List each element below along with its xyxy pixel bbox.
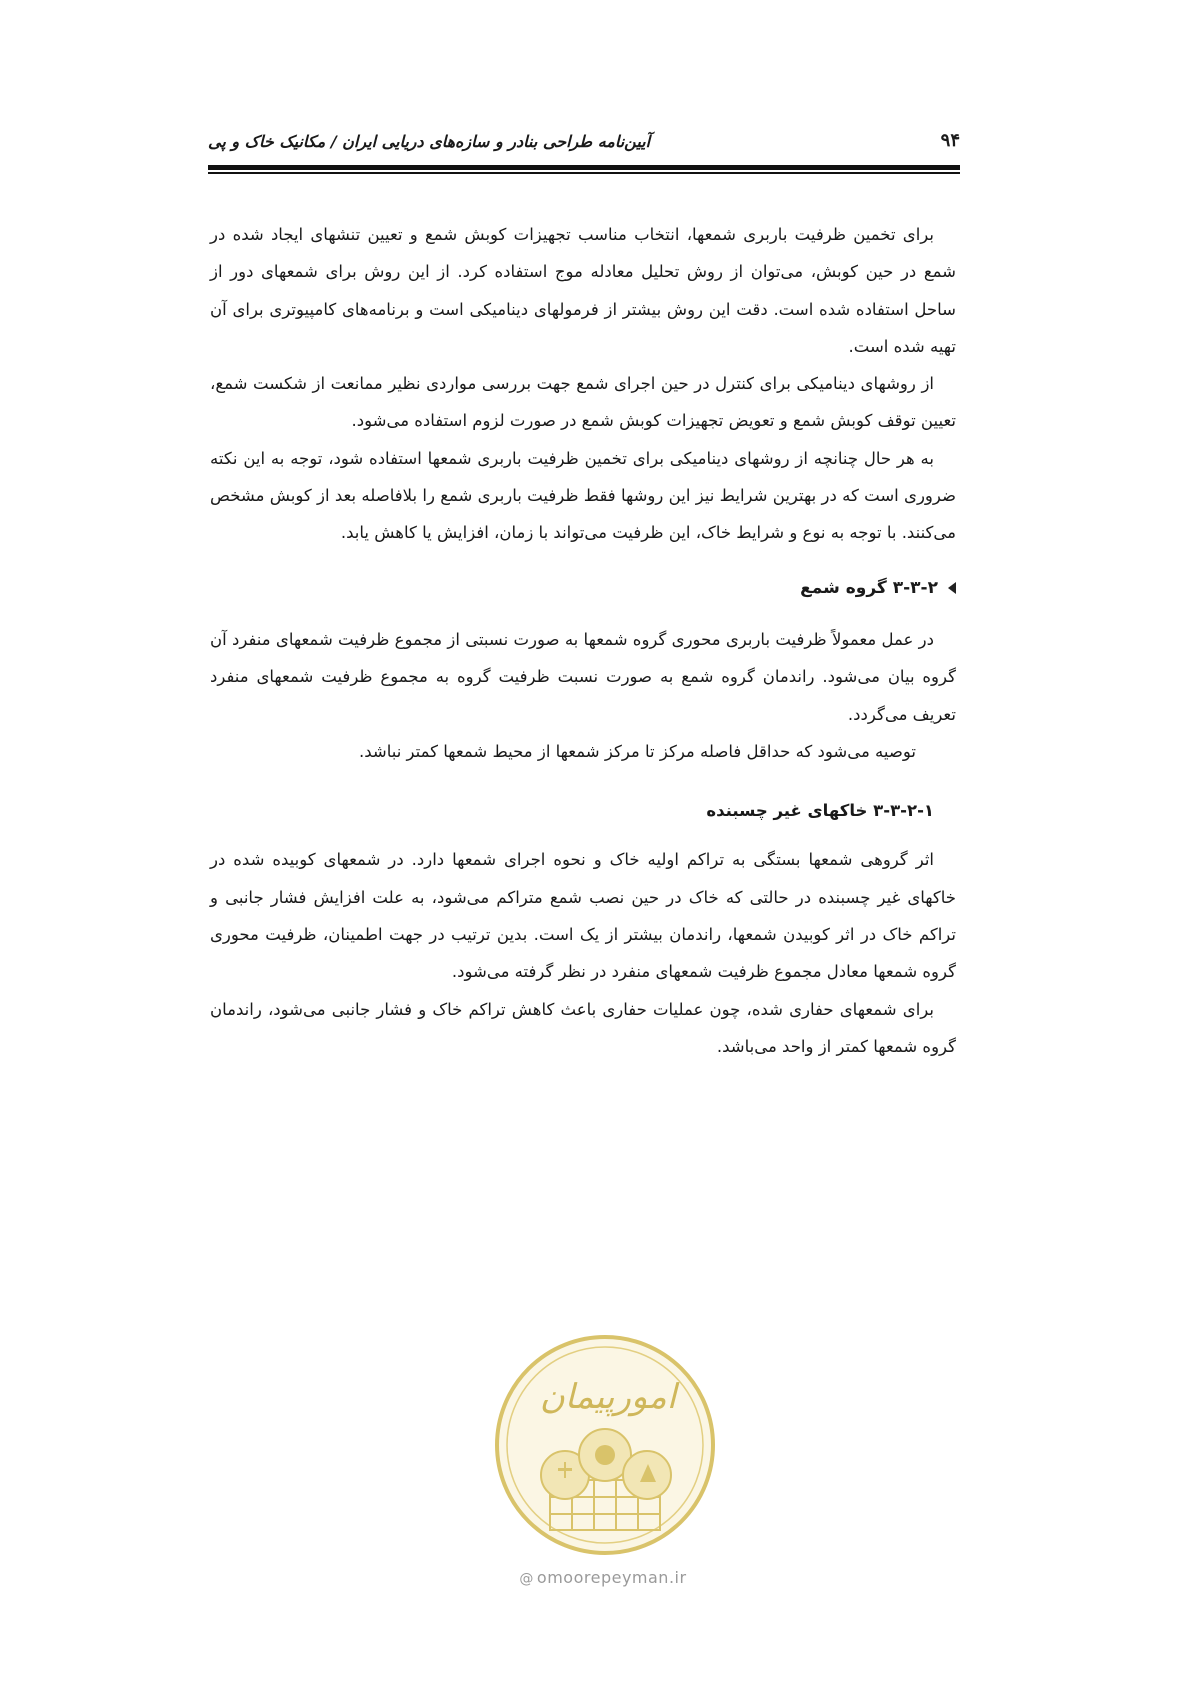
paragraph-4: در عمل معمولاً ظرفیت باربری محوری گروه شمعها به صورت نسبتی از مجموع ظرفیت شمعهای منفرد آن گروه بیان می‌شود. راندمان گروه شمع به صورت نسبت ظرفیت گروه به مجموع ظرفیت شمعهای منفرد تعریف می‌گردد. [210, 629, 956, 724]
header-rule-thin [208, 172, 960, 174]
page-number: ۹۴ [940, 130, 960, 151]
running-title: آیین‌نامه طراحی بنادر و سازه‌های دریایی ایران / مکانیک خاک و پی [208, 132, 651, 151]
subsection-heading: ۳-۳-۲-۱ خاکهای غیر چسبنده [706, 801, 934, 821]
paragraph-6: اثر گروهی شمعها بستگی به تراکم اولیه خاک و نحوه اجرای شمعها دارد. در شمعهای کوبیده شده در خاکهای غیر چسبنده در حالتی که خاک در حین نصب شمع متراکم می‌شود، به علت افزایش فشار جانبی و تراکم خاک در اثر کوبیدن شمعها، راندمان بیشتر از یک است. بدین ترتیب در جهت اطمینان، ظرفیت محوری گروه شمعها معادل مجموع ظرفیت شمعهای منفرد در نظر گرفته می‌شود. [210, 850, 956, 982]
paragraph-2: از روشهای دینامیکی برای کنترل در حین اجرای شمع جهت بررسی مواردی نظیر ممانعت از شکست شمع، تعیین توقف کوبش شمع و تعویض تجهیزات کوبش شمع در صورت لزوم استفاده می‌شود. [210, 374, 956, 431]
triangle-bullet-icon [948, 582, 956, 594]
stamp-calligraphy: امورپیمان [539, 1377, 677, 1417]
watermark-stamp-logo [490, 1330, 720, 1560]
section-heading-text: ۳-۳-۲ گروه شمع [800, 577, 938, 598]
body-text [210, 216, 956, 1065]
stamp-url: @ omoorepeyman.ir [519, 1568, 687, 1587]
header-rule-thick [208, 165, 960, 170]
paragraph-7: برای شمعهای حفاری شده، چون عملیات حفاری باعث کاهش تراکم خاک و فشار جانبی می‌شود، راندمان گروه شمعها کمتر از واحد می‌باشد. [210, 999, 956, 1056]
page-header [208, 128, 960, 158]
section-heading [210, 570, 956, 607]
paragraph-1: برای تخمین ظرفیت باربری شمعها، انتخاب مناسب تجهیزات کوبش شمع و تعیین تنشهای ایجاد شده در شمع در حین کوبش، می‌توان از روش تحلیل معادله موج استفاده کرد. از این روش برای شمعهای دور از ساحل استفاده شده است. دقت این روش بیشتر از فرمولهای دینامیکی است و برنامه‌های کامپیوتری برای آن تهیه شده است. [210, 225, 956, 356]
paragraph-5: توصیه می‌شود که حداقل فاصله مرکز تا مرکز شمعها از محیط شمعها کمتر نباشد. [358, 741, 916, 761]
at-icon: @ [519, 1571, 534, 1587]
paragraph-3: به هر حال چنانچه از روشهای دینامیکی برای تخمین ظرفیت باربری شمعها استفاده شود، توجه به این نکته ضروری است که در بهترین شرایط نیز این روشها فقط ظرفیت باربری شمع را بلافاصله بعد از کوبش مشخص می‌کنند. با توجه به نوع و شرایط خاک، این ظرفیت می‌تواند با زمان، افزایش یا کاهش یابد. [210, 448, 956, 543]
